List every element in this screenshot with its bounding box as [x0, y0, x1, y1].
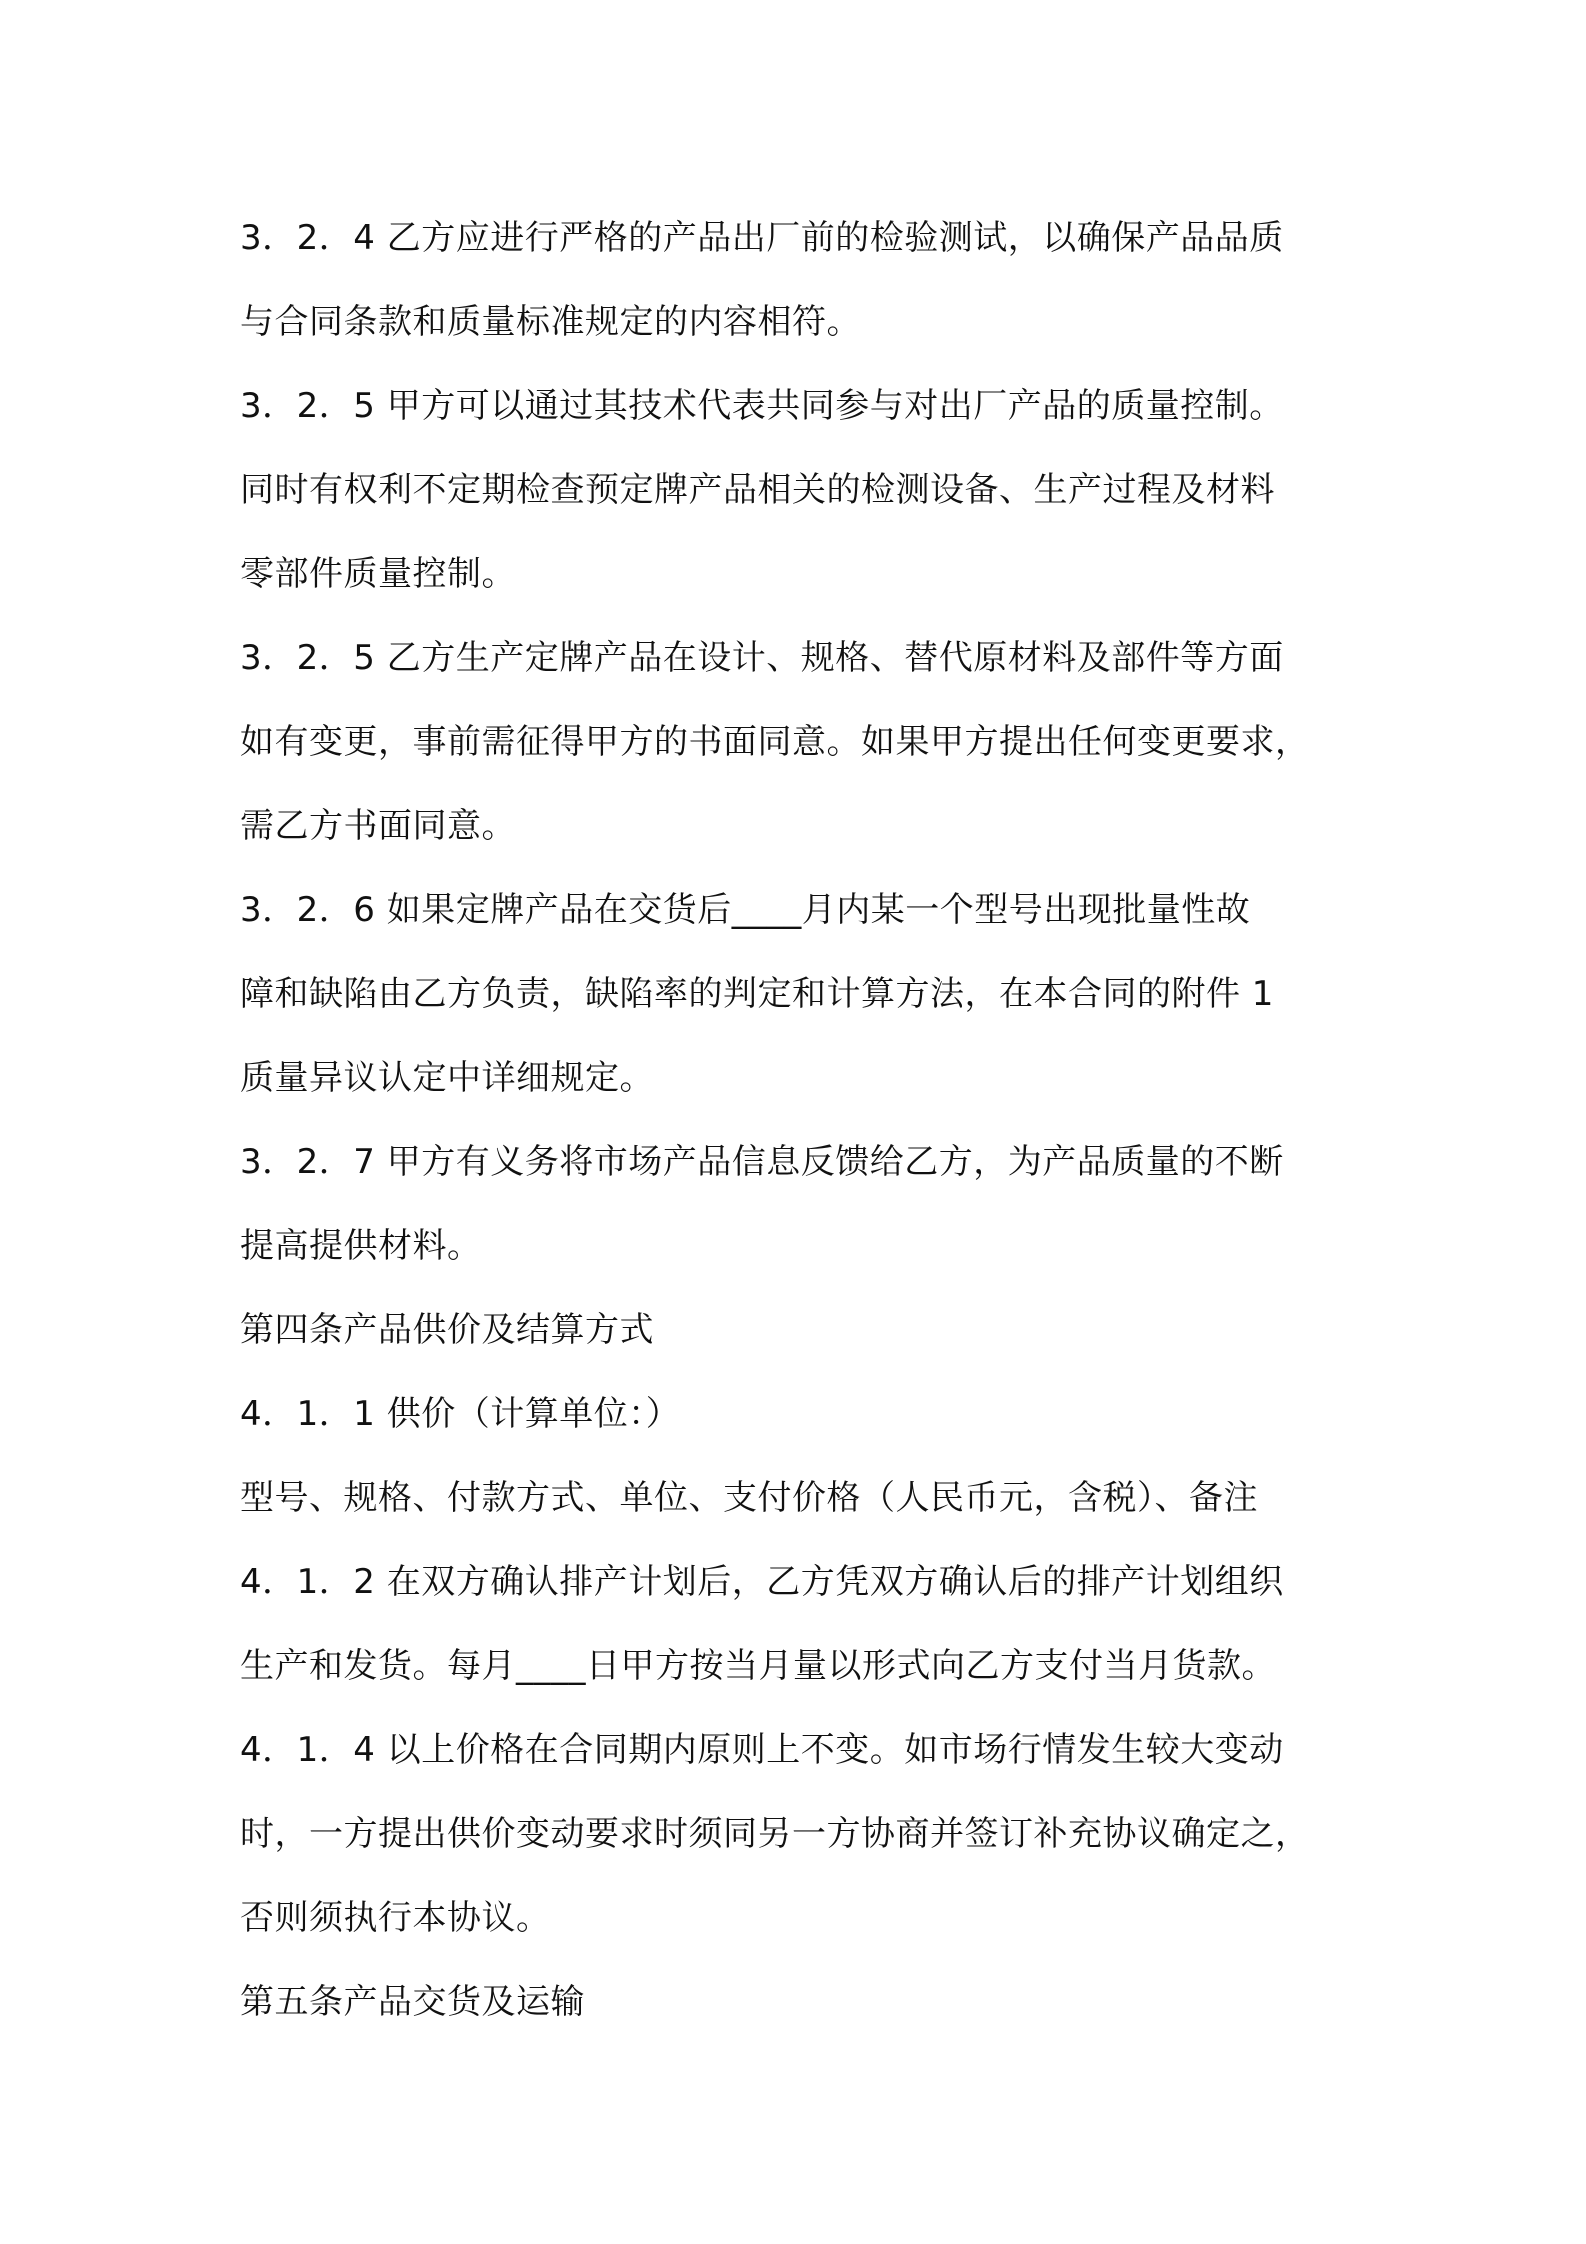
clause-4-1-2-line-2: 生产和发货。每月____日甲方按当月量以形式向乙方支付当月货款。 [240, 1646, 1276, 1686]
clause-4-1-2-line-1: 4．1．2 在双方确认排产计划后，乙方凭双方确认后的排产计划组织 [240, 1562, 1284, 1602]
clause-3-2-5b-line-2: 如有变更，事前需征得甲方的书面同意。如果甲方提出任何变更要求， [240, 722, 1310, 762]
clause-4-1-4-line-1: 4．1．4 以上价格在合同期内原则上不变。如市场行情发生较大变动 [240, 1730, 1284, 1770]
clause-3-2-7-line-2: 提高提供材料。 [240, 1226, 482, 1266]
clause-3-2-7-line-1: 3．2．7 甲方有义务将市场产品信息反馈给乙方，为产品质量的不断 [240, 1142, 1284, 1182]
clause-4-1-4-line-3: 否则须执行本协议。 [240, 1898, 551, 1938]
clause-3-2-5a-line-3: 零部件质量控制。 [240, 554, 516, 594]
clause-3-2-4-line-1: 3．2．4 乙方应进行严格的产品出厂前的检验测试，以确保产品品质 [240, 218, 1284, 258]
clause-3-2-5a-line-2: 同时有权利不定期检查预定牌产品相关的检测设备、生产过程及材料 [240, 470, 1275, 510]
document-page [240, 196, 1350, 2044]
clause-3-2-5b-line-3: 需乙方书面同意。 [240, 806, 516, 846]
clause-4-1-1-line-1: 4．1．1 供价（计算单位：） [240, 1394, 681, 1434]
price-table-fields: 型号、规格、付款方式、单位、支付价格（人民币元，含税）、备注 [240, 1478, 1258, 1518]
clause-3-2-5b-line-1: 3．2．5 乙方生产定牌产品在设计、规格、替代原材料及部件等方面 [240, 638, 1284, 678]
article-4-heading: 第四条产品供价及结算方式 [240, 1310, 654, 1350]
clause-3-2-5a-line-1: 3．2．5 甲方可以通过其技术代表共同参与对出厂产品的质量控制。 [240, 386, 1284, 426]
clause-4-1-4-line-2: 时，一方提出供价变动要求时须同另一方协商并签订补充协议确定之， [240, 1814, 1310, 1854]
clause-3-2-4-line-2: 与合同条款和质量标准规定的内容相符。 [240, 302, 861, 342]
clause-3-2-6-line-1: 3．2．6 如果定牌产品在交货后____月内某一个型号出现批量性故 [240, 890, 1251, 930]
clause-3-2-6-line-2: 障和缺陷由乙方负责，缺陷率的判定和计算方法，在本合同的附件 1 [240, 974, 1274, 1014]
article-5-heading: 第五条产品交货及运输 [240, 1982, 585, 2022]
clause-3-2-6-line-3: 质量异议认定中详细规定。 [240, 1058, 654, 1098]
